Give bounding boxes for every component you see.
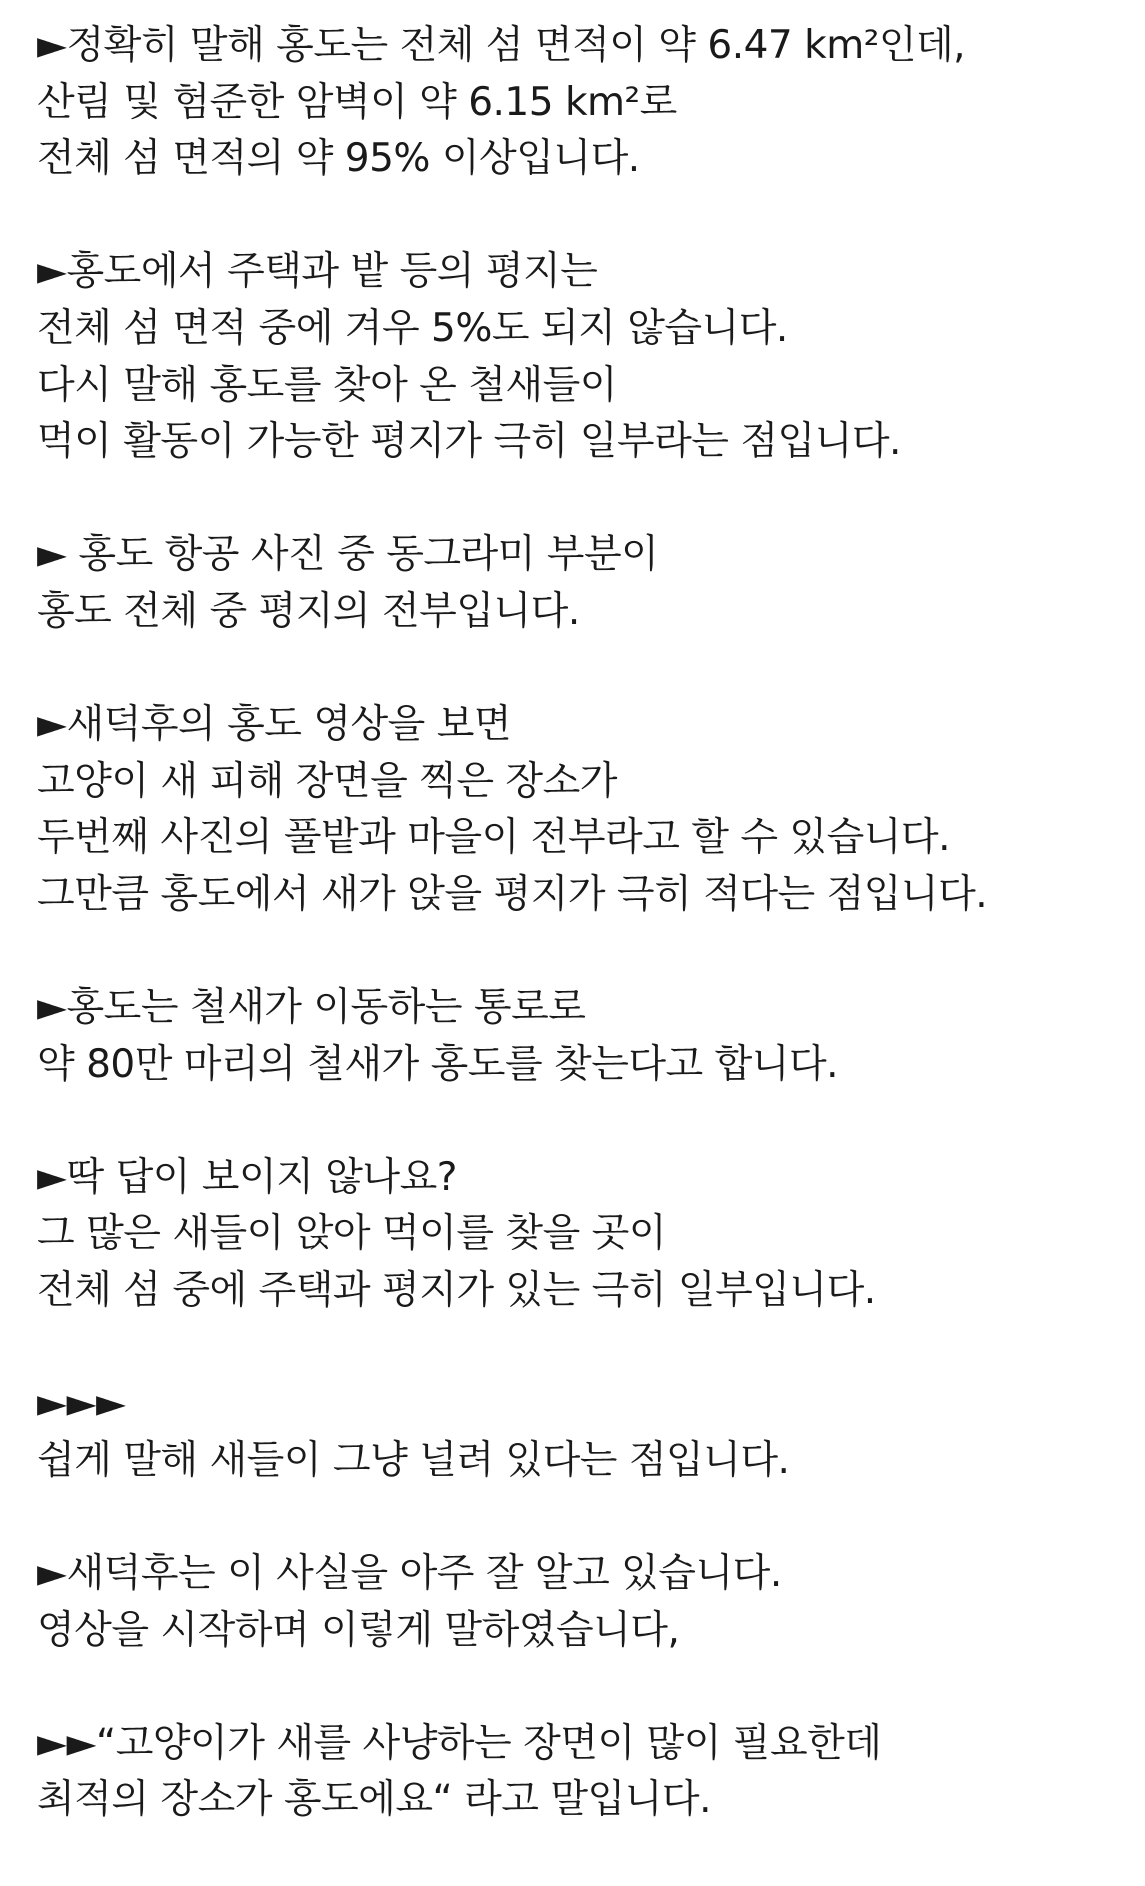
document-body — [37, 18, 1117, 1886]
text-line: ►새덕후의 홍도 영상을 보면 — [37, 702, 512, 748]
text-line: ►►“고양이가 새를 사냥하는 장면이 많이 필요한데 — [37, 1720, 882, 1766]
paragraph-quote — [37, 1716, 1117, 1829]
text-line: 영상을 시작하며 이렇게 말하였습니다, — [37, 1607, 680, 1653]
text-line: 그만큼 홍도에서 새가 앉을 평지가 극히 적다는 점입니다. — [37, 871, 988, 917]
text-line: 그 많은 새들이 앉아 먹이를 찾을 곳이 — [37, 1211, 666, 1257]
text-line: 전체 섬 면적 중에 겨우 5%도 되지 않습니다. — [37, 305, 788, 351]
text-line: 산림 및 험준한 암벽이 약 6.15 km²로 — [37, 79, 677, 125]
paragraph-answer — [37, 1150, 1117, 1320]
text-line: 다시 말해 홍도를 찾아 온 철새들이 — [37, 362, 617, 408]
text-line: ►새덕후는 이 사실을 아주 잘 알고 있습니다. — [37, 1551, 782, 1597]
text-line: ►►► — [37, 1381, 126, 1427]
text-line: ►딱 답이 보이지 않나요? — [37, 1154, 457, 1200]
text-line: 쉽게 말해 새들이 그냥 널려 있다는 점입니다. — [37, 1437, 790, 1483]
text-line: 고양이 새 피해 장면을 찍은 장소가 — [37, 758, 617, 804]
text-line: ►정확히 말해 홍도는 전체 섬 면적이 약 6.47 km²인데, — [37, 23, 966, 68]
paragraph-migration — [37, 980, 1117, 1093]
paragraph-flatland — [37, 244, 1117, 470]
paragraph-knows — [37, 1546, 1117, 1659]
text-line: ►홍도는 철새가 이동하는 통로로 — [37, 985, 586, 1031]
paragraph-area — [37, 18, 1117, 188]
text-line: 전체 섬 중에 주택과 평지가 있는 극히 일부입니다. — [37, 1268, 876, 1314]
text-line: 전체 섬 면적의 약 95% 이상입니다. — [37, 136, 640, 182]
text-line: 먹이 활동이 가능한 평지가 극히 일부라는 점입니다. — [37, 419, 901, 465]
text-line: 약 80만 마리의 철새가 홍도를 찾는다고 합니다. — [37, 1041, 839, 1087]
paragraph-summary — [37, 1376, 1117, 1489]
paragraph-aerial-photo — [37, 527, 1117, 640]
text-line: ►홍도에서 주택과 밭 등의 평지는 — [37, 249, 598, 295]
text-line: 홍도 전체 중 평지의 전부입니다. — [37, 588, 580, 634]
text-line: 두번째 사진의 풀밭과 마을이 전부라고 할 수 있습니다. — [37, 815, 951, 861]
paragraph-video — [37, 697, 1117, 923]
text-line: ► 홍도 항공 사진 중 동그라미 부분이 — [37, 532, 659, 578]
text-line: 최적의 장소가 홍도에요“ 라고 말입니다. — [37, 1777, 711, 1823]
